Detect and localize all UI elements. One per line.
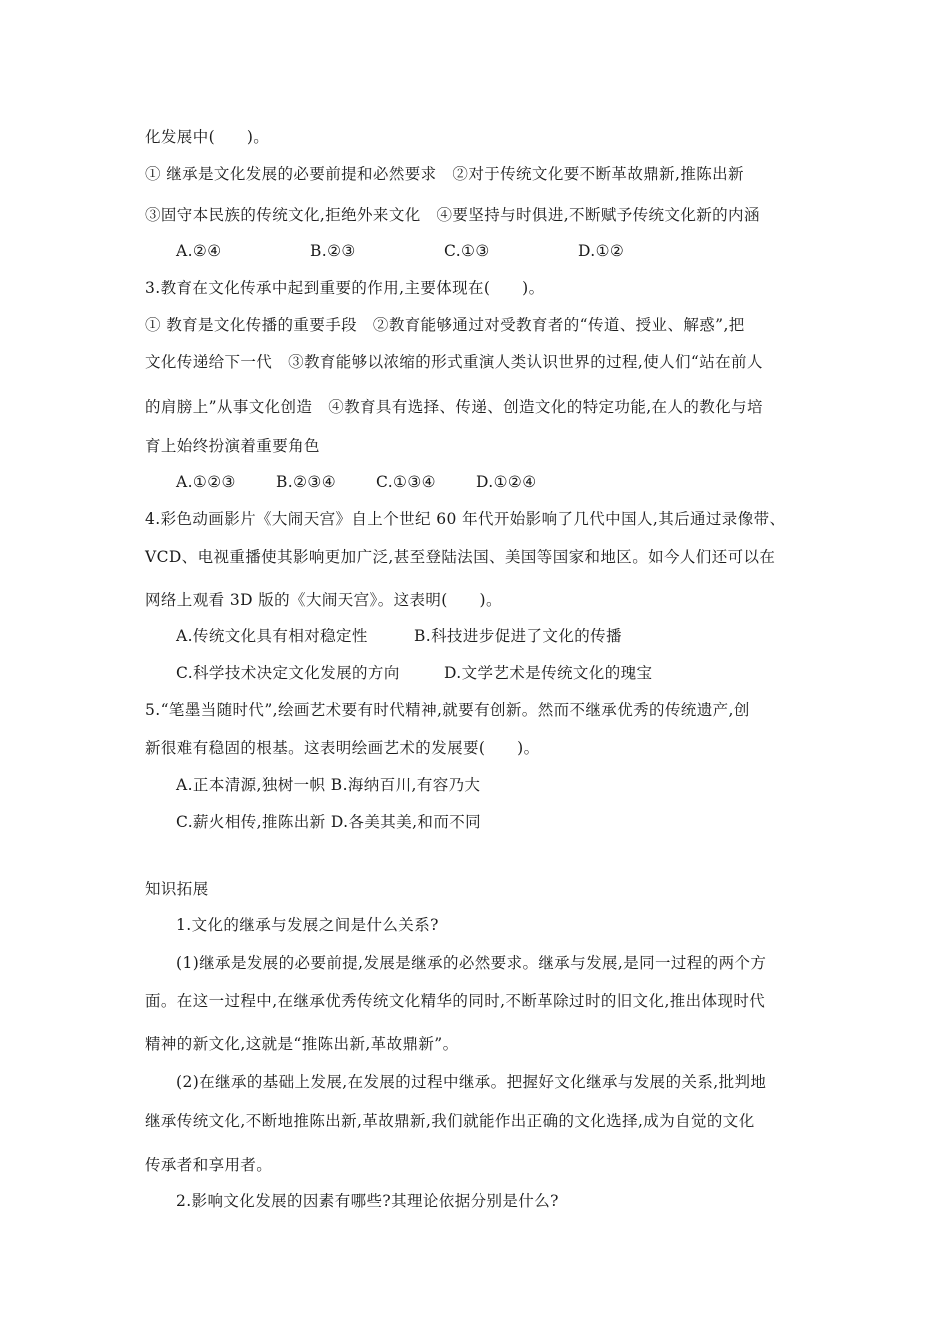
q2-statements-line-1: ① 继承是文化发展的必要前提和必然要求 ②对于传统文化要不断革故鼎新,推陈出新 <box>145 165 744 183</box>
q4-option-c: C.科学技术决定文化发展的方向 <box>176 664 400 682</box>
q4-line-2: VCD、电视重播使其影响更加广泛,甚至登陆法国、美国等国家和地区。如今人们还可以在 <box>145 548 776 566</box>
q3-stem: 3.教育在文化传承中起到重要的作用,主要体现在( )。 <box>145 279 545 297</box>
q5-options-row-2: C.薪火相传,推陈出新 D.各美其美,和而不同 <box>176 813 482 831</box>
q2-option-a: A.②④ <box>176 242 222 260</box>
q3-options <box>176 472 537 492</box>
q3-option-d: D.①②④ <box>476 473 537 491</box>
q2-statements-line-2: ③固守本民族的传统文化,拒绝外来文化 ④要坚持与时俱进,不断赋予传统文化新的内涵 <box>145 206 760 224</box>
q3-line-2: 文化传递给下一代 ③教育能够以浓缩的形式重演人类认识世界的过程,使人们“站在前人 <box>145 353 763 371</box>
knowledge-heading: 知识拓展 <box>145 880 209 898</box>
q3-option-a: A.①②③ <box>176 473 236 491</box>
q3-option-c: C.①③④ <box>376 473 436 491</box>
q2-option-d: D.①② <box>578 242 625 260</box>
q3-line-3: 的肩膀上”从事文化创造 ④教育具有选择、传递、创造文化的特定功能,在人的教化与培 <box>145 398 763 416</box>
knowledge-p1-line-2: 面。在这一过程中,在继承优秀传统文化精华的同时,不断革除过时的旧文化,推出体现时代 <box>145 992 766 1010</box>
q4-option-b: B.科技进步促进了文化的传播 <box>414 627 622 645</box>
knowledge-question-2: 2.影响文化发展的因素有哪些?其理论依据分别是什么? <box>176 1192 559 1210</box>
knowledge-p2-line-2: 继承传统文化,不断地推陈出新,革故鼎新,我们就能作出正确的文化选择,成为自觉的文化 <box>145 1112 755 1130</box>
q2-option-b: B.②③ <box>310 242 356 260</box>
q4-options-row-2 <box>176 663 652 683</box>
knowledge-p2-line-3: 传承者和享用者。 <box>145 1156 273 1174</box>
q2-option-c: C.①③ <box>444 242 490 260</box>
q4-line-1: 4.彩色动画影片《大闹天宫》自上个世纪 60 年代开始影响了几代中国人,其后通过录像带、 <box>145 510 786 528</box>
q4-option-a: A.传统文化具有相对稳定性 <box>176 627 368 645</box>
q2-options <box>176 241 624 261</box>
q4-line-3: 网络上观看 3D 版的《大闹天宫》。这表明( )。 <box>145 591 502 609</box>
q3-line-4: 育上始终扮演着重要角色 <box>145 437 320 455</box>
q5-line-2: 新很难有稳固的根基。这表明绘画艺术的发展要( )。 <box>145 739 540 757</box>
knowledge-p2-line-1: (2)在继承的基础上发展,在发展的过程中继承。把握好文化继承与发展的关系,批判地 <box>176 1073 767 1091</box>
q5-options-row-1: A.正本清源,独树一帜 B.海纳百川,有容乃大 <box>176 776 481 794</box>
q2-stem-tail: 化发展中( )。 <box>145 128 270 146</box>
q3-option-b: B.②③④ <box>276 473 337 491</box>
q5-line-1: 5.“笔墨当随时代”,绘画艺术要有时代精神,就要有创新。然而不继承优秀的传统遗产,创 <box>145 701 750 719</box>
q4-options-row-1 <box>176 626 622 646</box>
knowledge-p1-line-1: (1)继承是发展的必要前提,发展是继承的必然要求。继承与发展,是同一过程的两个方 <box>176 954 767 972</box>
q4-option-d: D.文学艺术是传统文化的瑰宝 <box>444 664 653 682</box>
knowledge-question-1: 1.文化的继承与发展之间是什么关系? <box>176 916 439 934</box>
knowledge-p1-line-3: 精神的新文化,这就是“推陈出新,革故鼎新”。 <box>145 1035 459 1053</box>
q3-line-1: ① 教育是文化传播的重要手段 ②教育能够通过对受教育者的“传道、授业、解惑”,把 <box>145 316 745 334</box>
